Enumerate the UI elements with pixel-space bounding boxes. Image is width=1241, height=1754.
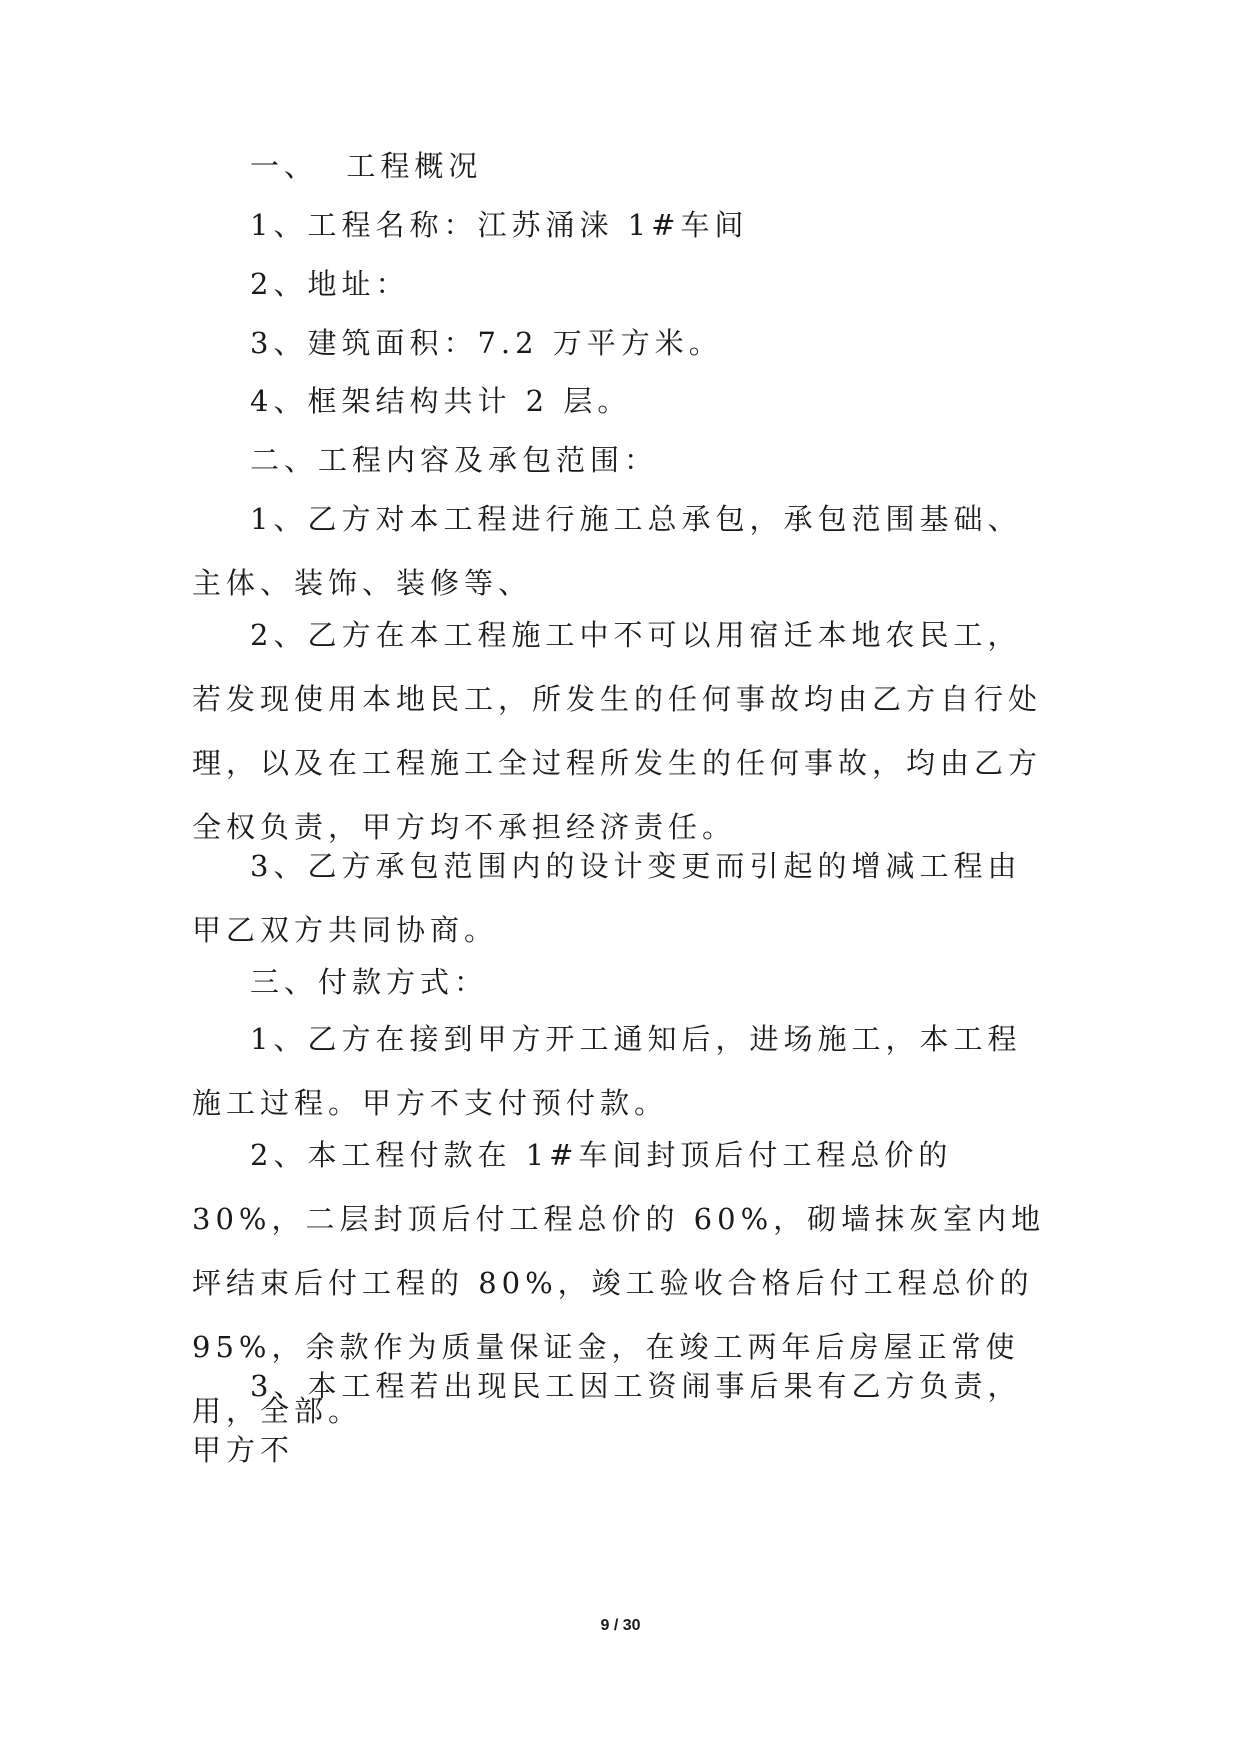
paragraph-address: 2、地址：	[250, 267, 410, 301]
section-heading-payment: 三、付款方式：	[250, 965, 489, 999]
paragraph-structure: 4、框架结构共计 2 层。	[250, 384, 632, 418]
section-heading-scope: 二、工程内容及承包范围：	[250, 443, 659, 477]
paragraph-scope-3: 3、乙方承包范围内的设计变更而引起的增减工程由甲乙双方共同协商。	[192, 849, 1022, 947]
section-heading-project-overview: 一、 工程概况	[250, 149, 483, 183]
paragraph-floor-area: 3、建筑面积：7.2 万平方米。	[250, 326, 723, 360]
page-number: 9 / 30	[600, 1617, 641, 1634]
paragraph-payment-2: 2、本工程付款在 1#车间封顶后付工程总价的 30%，二层封顶后付工程总价的 60%，砌墙抹灰室内地坪结束后付工程的 80%，竣工验收合格后付工程总价的 95%，余款作为质量保证金，在竣工两年后房屋正常使用，全部。	[192, 1138, 1048, 1428]
paragraph-payment-3: 3、本工程若出现民工因工资闹事后果有乙方负责，甲方不	[192, 1369, 1022, 1467]
paragraph-payment-1: 1、乙方在接到甲方开工通知后，进场施工，本工程施工过程。甲方不支付预付款。	[192, 1022, 1022, 1120]
paragraph-scope-1: 1、乙方对本工程进行施工总承包，承包范围基础、主体、装饰、装修等、	[192, 502, 1022, 600]
paragraph-scope-2: 2、乙方在本工程施工中不可以用宿迁本地农民工，若发现使用本地民工，所发生的任何事故均由乙方自行处理，以及在工程施工全过程所发生的任何事故，均由乙方全权负责，甲方均不承担经济责任。	[192, 618, 1043, 844]
paragraph-project-name: 1、工程名称：江苏涌涞 1#车间	[250, 208, 749, 242]
